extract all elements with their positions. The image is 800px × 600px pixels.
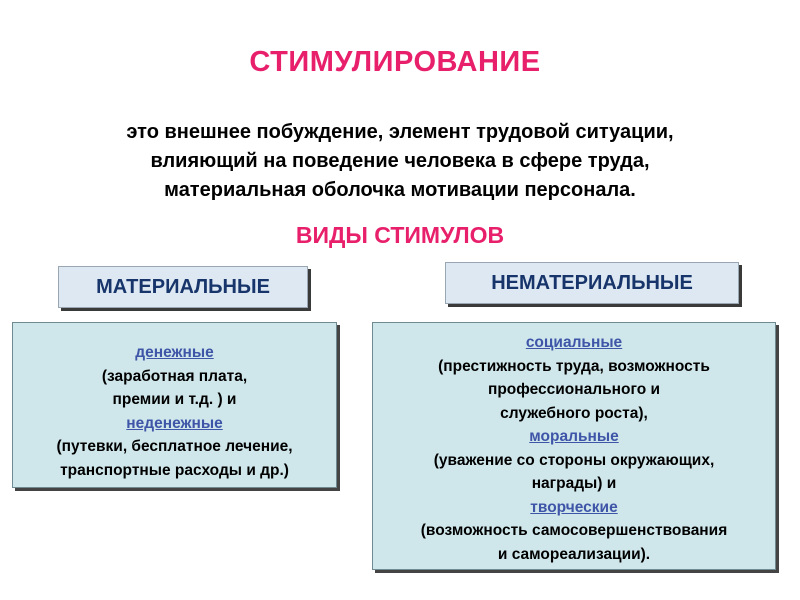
- detail-line: (возможность самосовершенствования: [420, 522, 728, 539]
- keyword-creative: творческие: [530, 498, 618, 516]
- material-category-heading: МАТЕРИАЛЬНЫЕ: [58, 266, 308, 308]
- detail-line: награды) и: [531, 475, 617, 492]
- keyword-social: социальные: [525, 334, 623, 351]
- definition-line-1: это внешнее побуждение, элемент трудовой ситуации,: [126, 121, 674, 143]
- detail-line: служебного роста),: [500, 404, 648, 422]
- detail-line: премии и т.д. ) и: [112, 391, 237, 408]
- section-subtitle: ВИДЫ СТИМУЛОВ: [295, 222, 505, 248]
- detail-line: и самореализации).: [497, 545, 651, 563]
- detail-line: профессионального и: [487, 381, 661, 398]
- definition-text: [20, 118, 780, 205]
- detail-line: (престижность труда, возможность: [438, 357, 710, 375]
- definition-line-2: влияющий на поведение человека в сфере труда,: [150, 150, 650, 172]
- definition-line-3: материальная оболочка мотивации персонала.: [164, 179, 636, 201]
- page-title: СТИМУЛИРОВАНИЕ: [249, 46, 541, 78]
- material-details-box: [12, 322, 337, 488]
- keyword-non-monetary: неденежные: [126, 414, 223, 432]
- detail-line: (заработная плата,: [101, 367, 248, 385]
- keyword-moral: моральные: [529, 428, 619, 445]
- nonmaterial-category-heading: НЕМАТЕРИАЛЬНЫЕ: [445, 262, 739, 304]
- detail-line: (уважение со стороны окружающих,: [433, 451, 715, 469]
- detail-line: транспортные расходы и др.): [60, 461, 289, 479]
- detail-line: (путевки, бесплатное лечение,: [56, 438, 293, 455]
- keyword-monetary: денежные: [135, 344, 214, 361]
- nonmaterial-details-box: [372, 322, 776, 570]
